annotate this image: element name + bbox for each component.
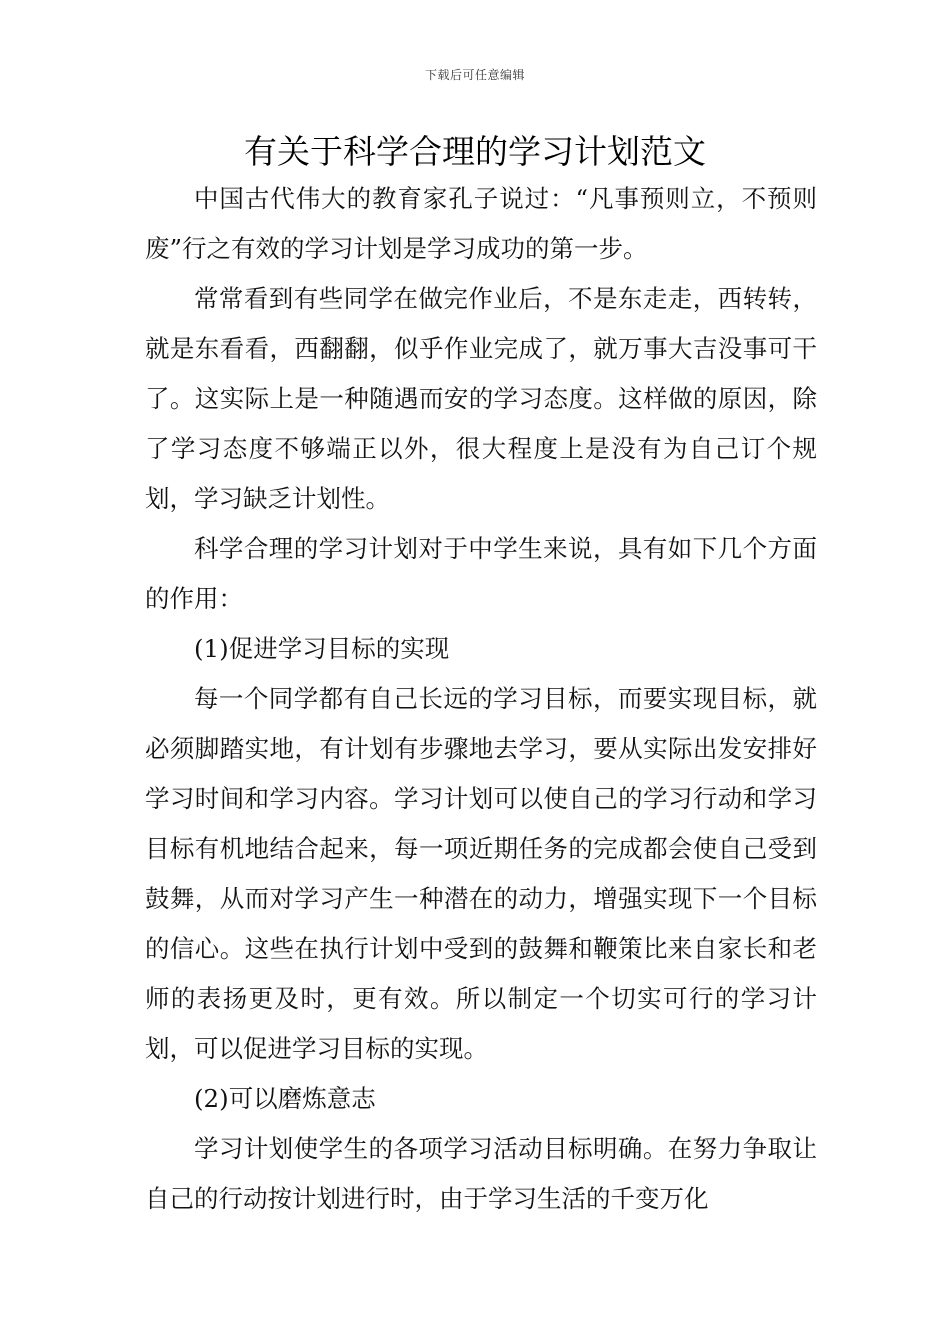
section-heading-2: (2)可以磨炼意志: [194, 1084, 376, 1113]
paragraph-intro: 中国古代伟大的教育家孔子说过：“凡事预则立，不预则废”行之有效的学习计划是学习成功的第一步。: [145, 184, 817, 263]
paragraph-goal: 每一个同学都有自己长远的学习目标，而要实现目标，就必须脚踏实地，有计划有步骤地去学习，要从实际出发安排好学习时间和学习内容。学习计划可以使自己的学习行动和学习目标有机地结合起来，每一项近期任务的完成都会使自己受到鼓舞，从而对学习产生一种潜在的动力，增强实现下一个目标的信心。这些在执行计划中受到的鼓舞和鞭策比来自家长和老师的表扬更及时，更有效。所以制定一个切实可行的学习计划，可以促进学习目标的实现。: [145, 684, 817, 1063]
section-heading-1: (1)促进学习目标的实现: [194, 634, 450, 663]
document-title: 有关于科学合理的学习计划范文: [244, 132, 706, 171]
document-body: [145, 174, 817, 1224]
header-note: 下载后可任意编辑: [424, 68, 525, 82]
paragraph-will: 学习计划使学生的各项学习活动目标明确。在努力争取让自己的行动按计划进行时，由于学习生活的千变万化: [145, 1134, 817, 1213]
paragraph-functions: 科学合理的学习计划对于中学生来说，具有如下几个方面的作用：: [145, 534, 817, 613]
paragraph-observation: 常常看到有些同学在做完作业后，不是东走走，西转转，就是东看看，西翻翻，似乎作业完成了，就万事大吉没事可干了。这实际上是一种随遇而安的学习态度。这样做的原因，除了学习态度不够端正以外，很大程度上是没有为自己订个规划，学习缺乏计划性。: [145, 284, 817, 513]
